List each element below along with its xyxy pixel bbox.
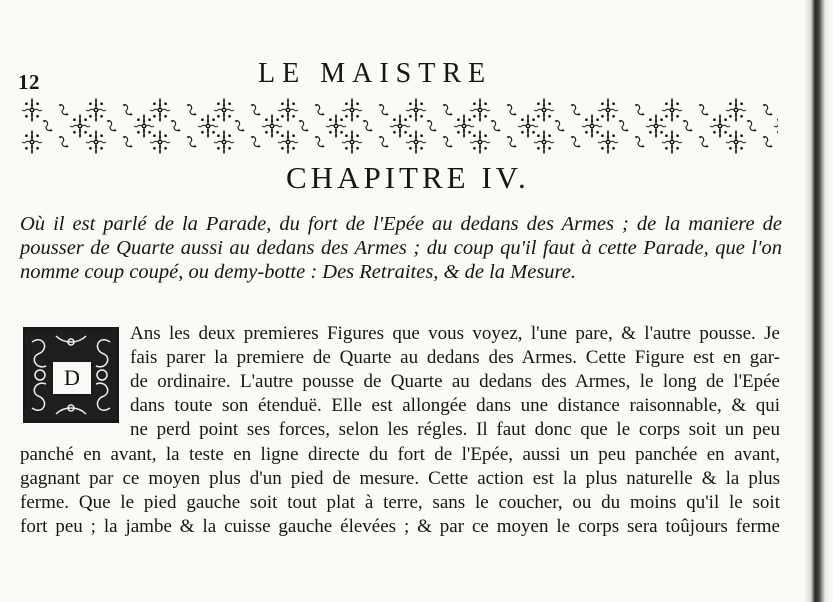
body-line: de ordinaire. L'autre pousse de Quarte au dedans des Armes, le long de l'Epée [130, 371, 780, 392]
drop-cap-initial [23, 327, 119, 423]
body-line: fort peu ; la jambe & la cuisse gauche élevées ; & par ce moyen le corps sera toûjours ferme [20, 516, 780, 537]
body-line: ferme. Que le pied gauche soit tout plat à terre, sans le coucher, ou du moins qu'il le soit [20, 492, 780, 513]
drop-cap-letter: D [51, 360, 93, 396]
body-line: ne perd point ses forces, selon les régles. Il faut donc que le corps soit un peu [130, 419, 780, 440]
running-head: LE MAISTRE [258, 58, 493, 89]
body-line: panché en avant, la teste en ligne directe du fort de l'Epée, aussi un peu panchée en avant, [20, 444, 780, 465]
chapter-summary: Où il est parlé de la Parade, du fort de l'Epée au dedans des Armes ; de la maniere de pousser de Quarte aussi au dedans des Armes ; du coup qu'il faut à cette Parade, que l'on nomme coup coupé, ou demy-botte : Des Retraites, & de la Mesure. [20, 213, 782, 283]
body-line: dans toute son étenduë. Elle est allongée dans une distance raisonnable, & qui [130, 395, 780, 416]
body-line: gagnant par ce moyen plus d'un pied de mesure. Cette action est la plus naturelle & la plus [20, 468, 780, 489]
decorative-fleuron-band [18, 98, 778, 154]
body-line: fais parer la premiere de Quarte au dedans des Armes. Cette Figure est en gar- [130, 347, 780, 368]
page-number: 12 [18, 70, 40, 94]
chapter-title: CHAPITRE IV. [286, 160, 530, 195]
page-gutter [805, 0, 833, 602]
body-line: Ans les deux premieres Figures que vous voyez, l'une pare, & l'autre pousse. Je [130, 323, 780, 344]
